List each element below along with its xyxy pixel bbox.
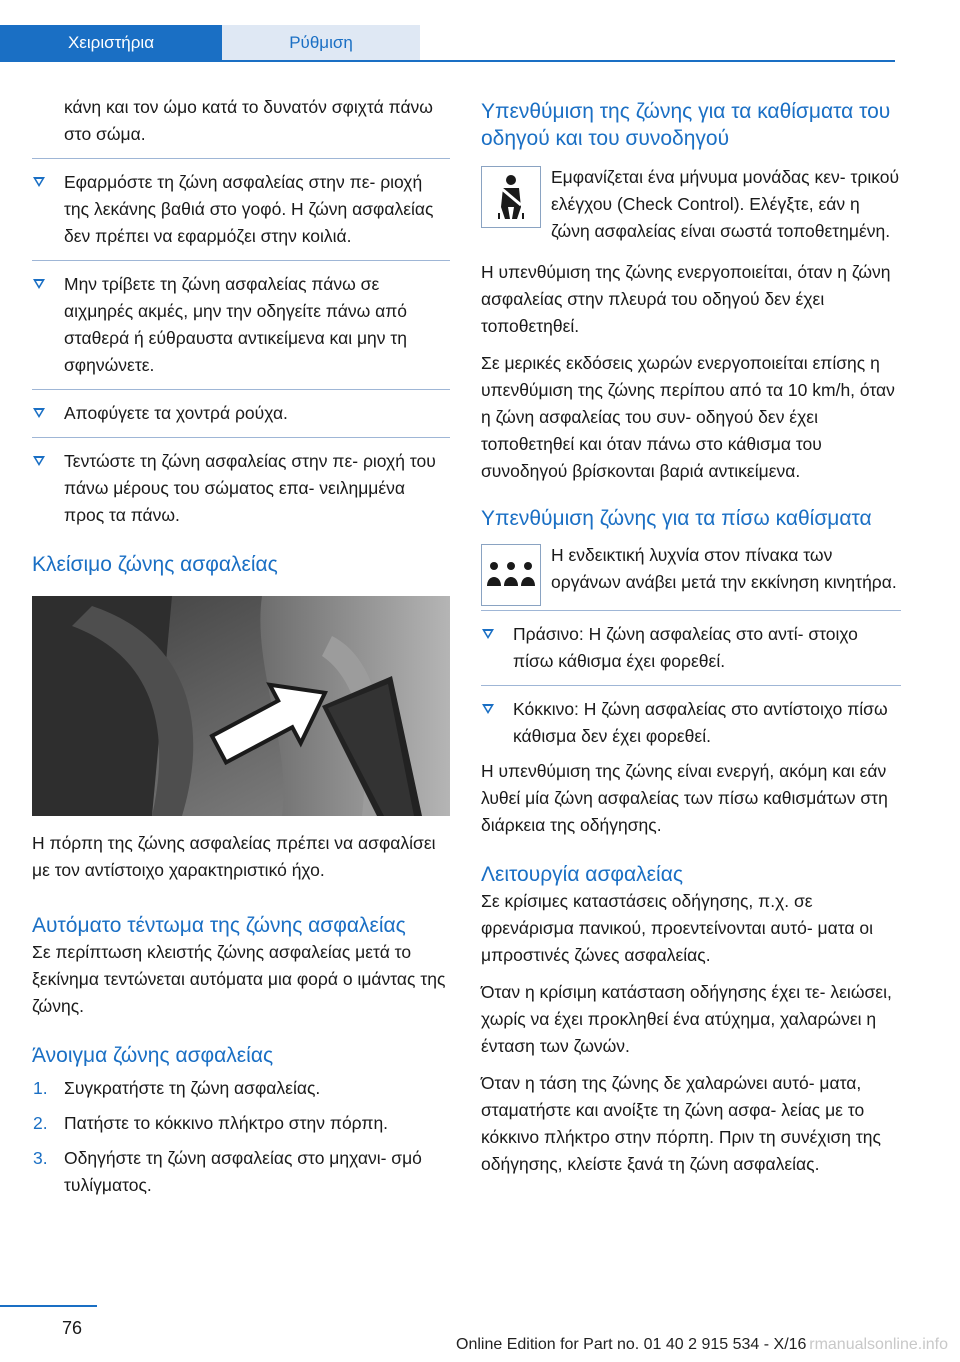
list-item bbox=[32, 169, 450, 250]
triangle-bullet-icon bbox=[33, 456, 45, 466]
step-number: 3. bbox=[33, 1148, 48, 1168]
paragraph: Η πόρπη της ζώνης ασφαλείας πρέπει να ασφαλίσει με τον αντίστοιχο χαρακτηριστικό ήχο. bbox=[32, 833, 436, 880]
triangle-bullet-icon bbox=[33, 408, 45, 418]
right-column bbox=[481, 94, 901, 1188]
triangle-bullet-icon bbox=[482, 629, 494, 639]
paragraph: Σε περίπτωση κλειστής ζώνης ασφαλείας μετά το ξεκίνημα τεντώνεται αυτόματα μια φορά ο ιμάντας της ζώνης. bbox=[32, 942, 446, 1016]
triangle-bullet-icon bbox=[33, 177, 45, 187]
paragraph: Η υπενθύμιση της ζώνης είναι ενεργή, ακόμη και εάν λυθεί μία ζώνη ασφαλείας των πίσω καθισμάτων στη διάρκεια της οδήγησης. bbox=[481, 761, 888, 835]
left-column bbox=[32, 94, 450, 1199]
paragraph: Εμφανίζεται ένα μήνυμα μονάδας κεν- τρικού ελέγχου (Check Control). Ελέγξτε, εάν η ζώνη ασφαλείας είναι σωστά τοποθετημένη. bbox=[551, 167, 900, 241]
list-item bbox=[32, 1145, 450, 1199]
list-item bbox=[32, 400, 450, 427]
divider bbox=[32, 158, 450, 159]
bullet-text: Αποφύγετε τα χοντρά ρούχα. bbox=[64, 403, 288, 423]
triangle-bullet-icon bbox=[482, 704, 494, 714]
bullet-text: Εφαρμόστε τη ζώνη ασφαλείας στην πε- ριοχή της λεκάνης βαθιά στο γοφό. Η ζώνη ασφαλείας δεν πρέπει να εφαρμόζει στην κοιλιά. bbox=[64, 172, 434, 246]
paragraph: Όταν η τάση της ζώνης δε χαλαρώνει αυτό- ματα, σταματήστε και ανοίξτε τη ζώνη ασφα- λείας με το κόκκινο πλήκτρο στην πόρπη. Πριν τη συνέχιση της οδήγησης, κλείστε ξανά τη ζώνη ασφαλείας. bbox=[481, 1073, 881, 1174]
step-number: 1. bbox=[33, 1078, 48, 1098]
paragraph: Η υπενθύμιση της ζώνης ενεργοποιείται, όταν η ζώνη ασφαλείας στην πλευρά του οδηγού δεν έχει τοποθετηθεί. bbox=[481, 262, 891, 336]
step-number: 2. bbox=[33, 1113, 48, 1133]
paragraph: Σε κρίσιμες καταστάσεις οδήγησης, π.χ. σε φρενάρισμα πανικού, προεντείνονται αυτό- ματα οι μπροστινές ζώνες ασφαλείας. bbox=[481, 891, 873, 965]
header-rule bbox=[0, 60, 895, 62]
section-heading: Άνοιγμα ζώνης ασφαλείας bbox=[32, 1044, 274, 1067]
divider bbox=[481, 610, 901, 611]
divider bbox=[32, 389, 450, 390]
section-heading: Αυτόματο τέντωμα της ζώνης ασφαλείας bbox=[32, 914, 406, 937]
page-number: 76 bbox=[62, 1318, 83, 1338]
section-heading: Κλείσιμο ζώνης ασφαλείας bbox=[32, 553, 278, 576]
edition-note: Online Edition for Part no. 01 40 2 915 534 - X/16 bbox=[456, 1336, 807, 1353]
triangle-bullet-icon bbox=[33, 279, 45, 289]
seatbelt-buckle-photo bbox=[32, 596, 450, 816]
list-item bbox=[481, 696, 901, 750]
list-item bbox=[32, 94, 450, 148]
step-text: Πατήστε το κόκκινο πλήκτρο στην πόρπη. bbox=[64, 1113, 389, 1133]
divider bbox=[481, 685, 901, 686]
seatbelt-buckle-illustration bbox=[32, 596, 450, 816]
paragraph: Όταν η κρίσιμη κατάσταση οδήγησης έχει τε- λειώσει, χωρίς να έχει προκληθεί ένα ατύχημα, χαλαρώνει η ένταση των ζωνών. bbox=[481, 982, 892, 1056]
list-item bbox=[32, 271, 450, 379]
tab-controls[interactable]: Χειριστήρια bbox=[0, 25, 222, 60]
bullet-text: Πράσινο: Η ζώνη ασφαλείας στο αντί- στοιχο πίσω κάθισμα έχει φορεθεί. bbox=[513, 624, 858, 671]
rear-seats-occupants-icon bbox=[481, 544, 541, 606]
section-heading: Υπενθύμιση της ζώνης για τα καθίσματα του οδηγού και του συνοδηγού bbox=[481, 100, 891, 150]
list-item bbox=[32, 448, 450, 529]
bullet-text: Μην τρίβετε τη ζώνη ασφαλείας πάνω σε αιχμηρές ακμές, μην την οδηγείτε πάνω από σταθερά ή εύθραυστα αντικείμενα και μην τη σφηνώνετε. bbox=[64, 274, 408, 375]
section-heading: Υπενθύμιση ζώνης για τα πίσω καθίσματα bbox=[481, 507, 872, 530]
seatbelt-warning-icon bbox=[481, 166, 541, 228]
divider bbox=[32, 437, 450, 438]
bullet-text: Κόκκινο: Η ζώνη ασφαλείας στο αντίστοιχο πίσω κάθισμα δεν έχει φορεθεί. bbox=[513, 699, 888, 746]
paragraph: Η ενδεικτική λυχνία στον πίνακα των οργάνων ανάβει μετά την εκκίνηση κινητήρα. bbox=[551, 545, 897, 592]
footer-rule bbox=[0, 1305, 97, 1307]
page-header bbox=[0, 0, 960, 62]
rear-seats-glyph bbox=[485, 560, 537, 590]
tab-settings[interactable]: Ρύθμιση bbox=[222, 25, 420, 60]
section-heading: Λειτουργία ασφαλείας bbox=[481, 863, 683, 886]
divider bbox=[32, 260, 450, 261]
list-item bbox=[32, 1110, 450, 1137]
step-text: Οδηγήστε τη ζώνη ασφαλείας στο μηχανι- σμό τυλίγματος. bbox=[64, 1148, 422, 1195]
watermark: rmanualsonline.info bbox=[809, 1336, 948, 1353]
step-text: Συγκρατήστε τη ζώνη ασφαλείας. bbox=[64, 1078, 321, 1098]
bullet-text: Τεντώστε τη ζώνη ασφαλείας στην πε- ριοχή του πάνω μέρους του σώματος επα- νειλημμένα προς τα πάνω. bbox=[64, 451, 436, 525]
list-item bbox=[32, 1075, 450, 1102]
seatbelt-warning-glyph bbox=[491, 173, 531, 221]
list-item bbox=[481, 621, 901, 675]
paragraph: Σε μερικές εκδόσεις χωρών ενεργοποιείται επίσης η υπενθύμιση της ζώνης περίπου από τα 10 km/h, όταν η ζώνη ασφαλείας του συν- οδηγού δεν έχει τοποθετηθεί και όταν πάνω στο κάθισμα του συνοδηγού βρίσκονται βαριά αντικείμενα. bbox=[481, 353, 895, 481]
bullet-text: κάνη και τον ώμο κατά το δυνατόν σφιχτά πάνω στο σώμα. bbox=[64, 97, 433, 144]
